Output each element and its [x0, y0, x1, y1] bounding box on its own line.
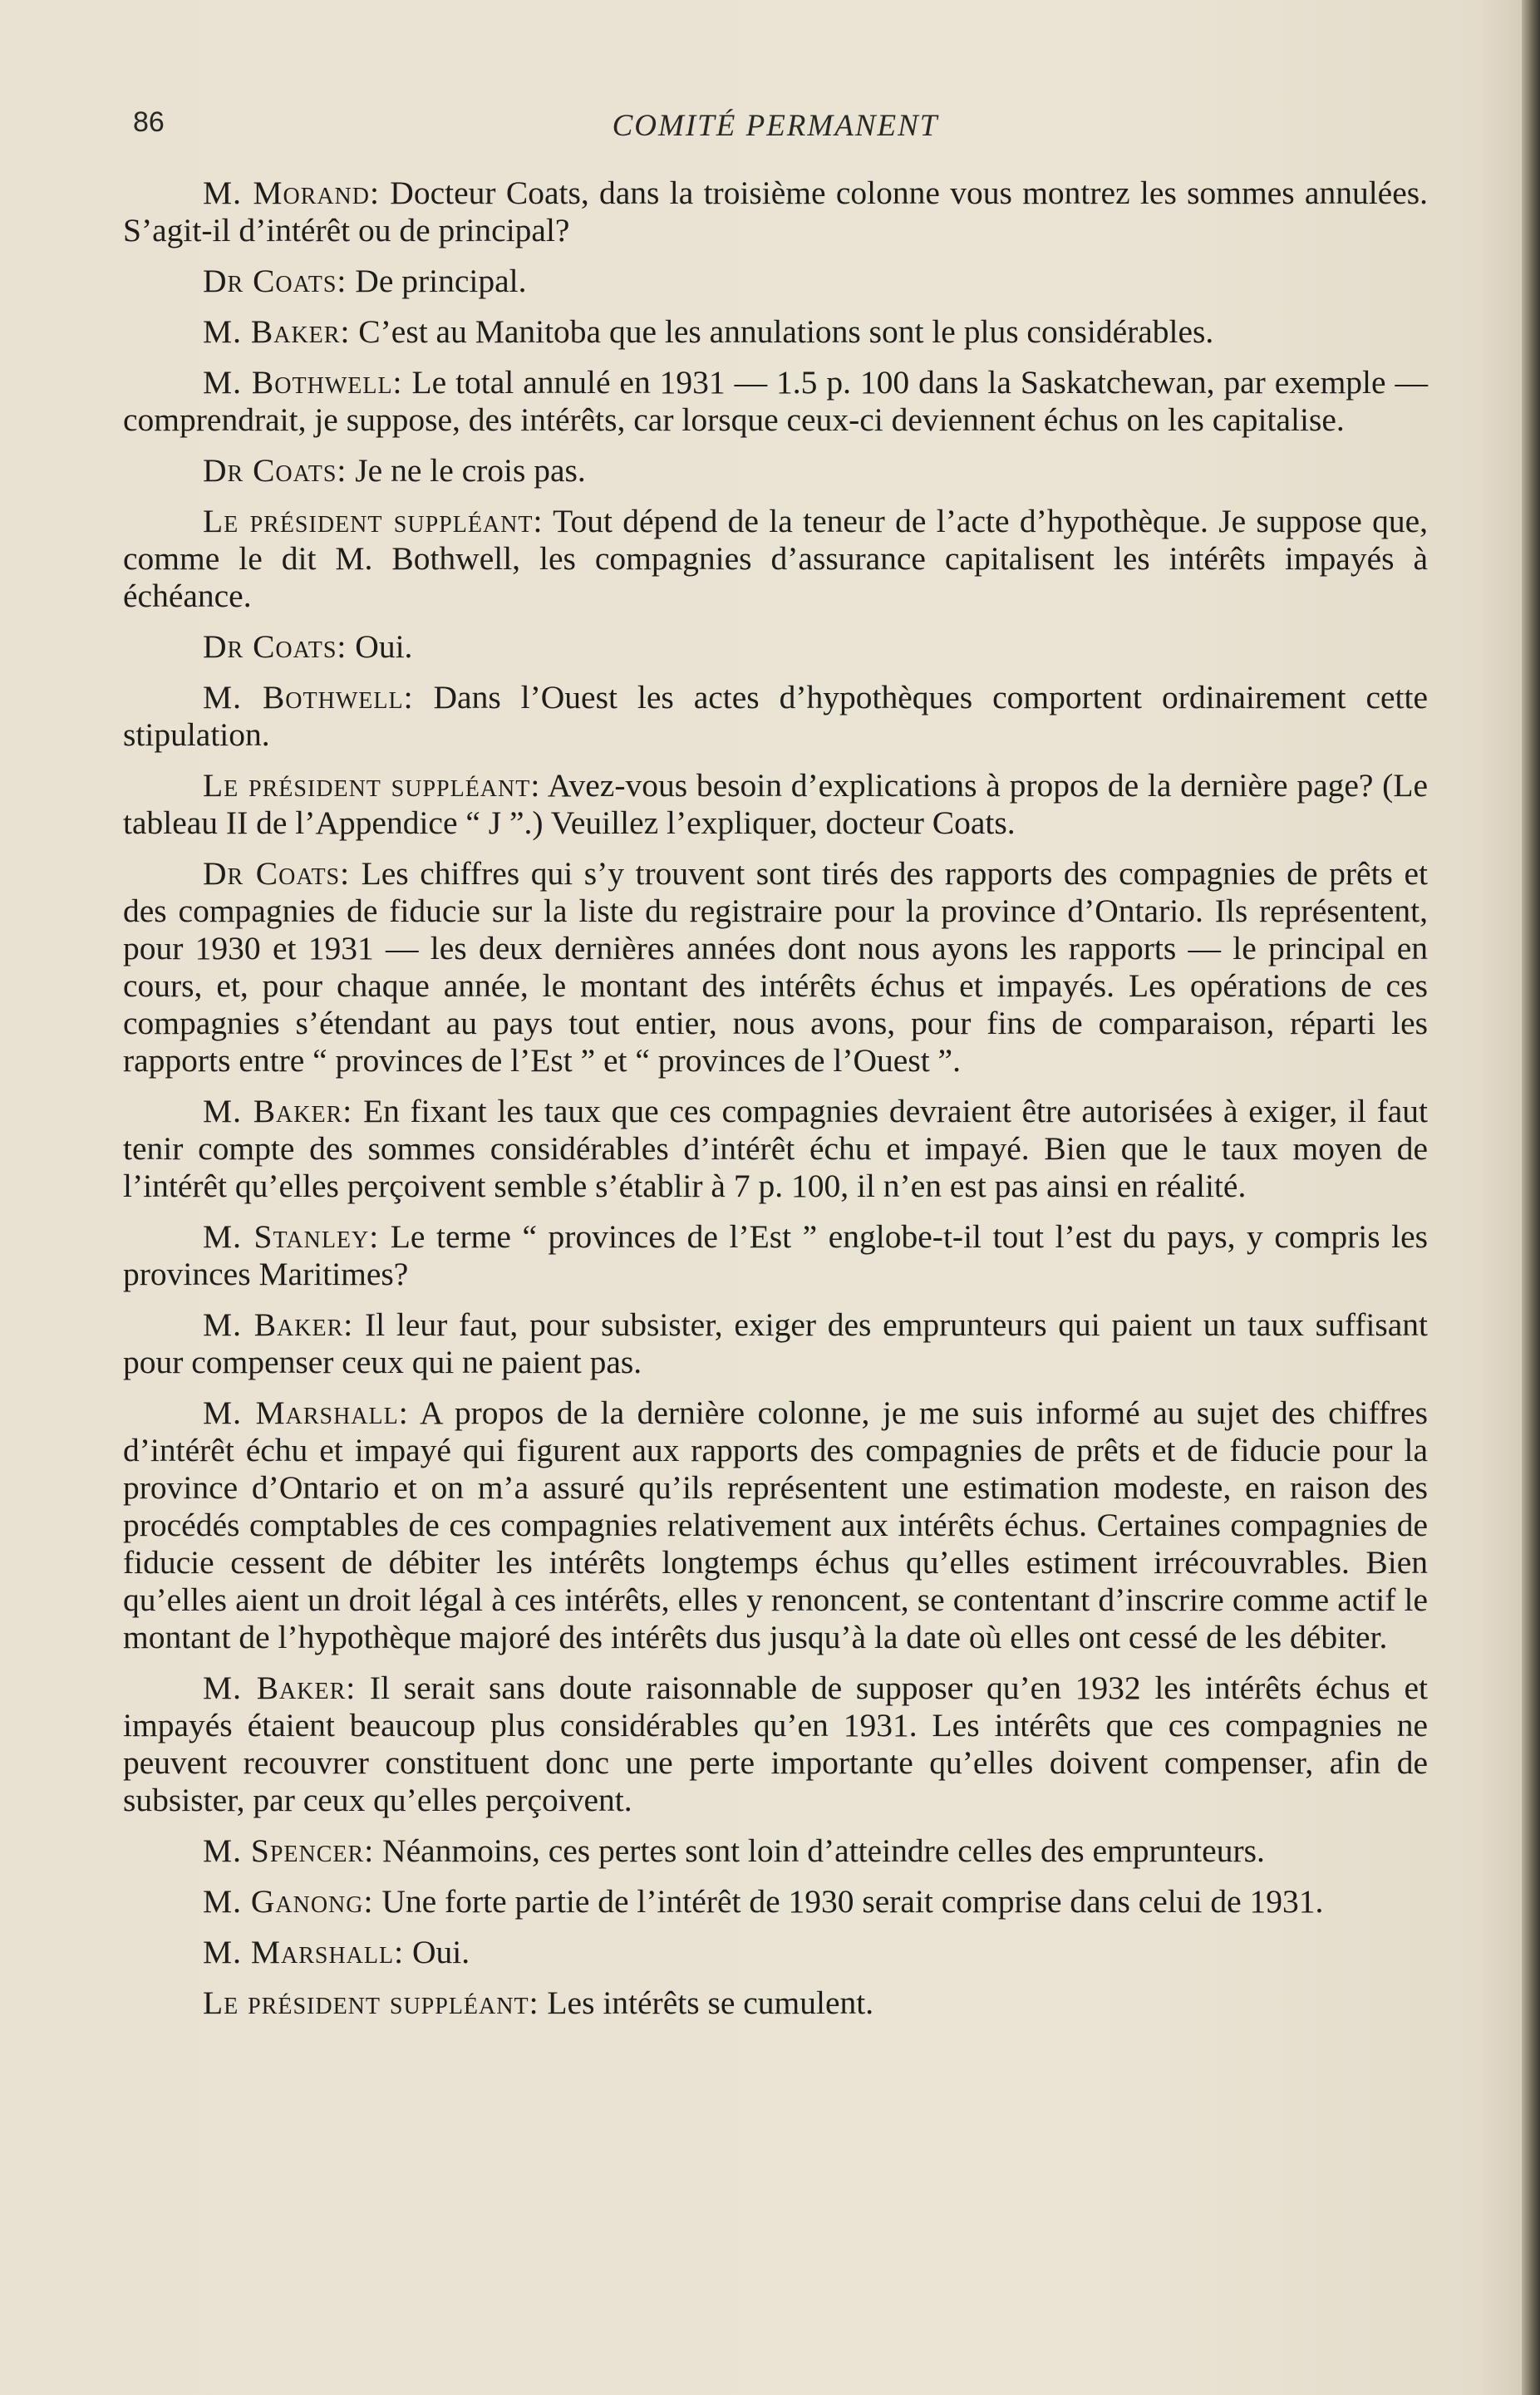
speech-text: Le total annulé en 1931 — 1.5 p. 100 dans la Saskatchewan, par exemple — comprendrait, je suppose, des intérêts, car lorsque ceux-ci deviennent échus on les capitalise.	[123, 364, 1429, 438]
speaker: Dr Coats:	[203, 628, 347, 665]
paragraph	[123, 175, 1428, 249]
speaker: M. Spencer:	[203, 1832, 375, 1869]
paragraph	[123, 1093, 1428, 1205]
paragraph	[123, 503, 1428, 615]
speaker: M. Marshall:	[203, 1934, 405, 1970]
speaker: M. Bothwell:	[203, 364, 403, 401]
speech-text: Oui.	[404, 1934, 470, 1970]
speaker: M. Baker:	[203, 313, 351, 350]
speech-text: Avez-vous besoin d’explications à propos de la dernière page? (Le tableau II de l’Appendice “ J ”.) Veuillez l’expliquer, docteur Coats.	[123, 767, 1428, 841]
speech-text: Tout dépend de la teneur de l’acte d’hypothèque. Je suppose que, comme le dit M. Bothwell, les compagnies d’assurance capitalisent les intérêts impayés à échéance.	[123, 503, 1428, 614]
paragraph	[123, 313, 1428, 351]
speech-text: Dans l’Ouest les actes d’hypothèques comportent ordinairement cette stipulation.	[123, 679, 1428, 753]
speaker: Dr Coats:	[203, 855, 351, 892]
speech-text: Je ne le crois pas.	[347, 452, 586, 489]
speech-text: Une forte partie de l’intérêt de 1930 serait comprise dans celui de 1931.	[373, 1883, 1324, 1920]
speaker: M. Morand:	[203, 175, 380, 211]
paragraph	[123, 364, 1428, 439]
paragraph	[123, 263, 1428, 300]
speech-text: De principal.	[347, 263, 527, 299]
speaker: M. Bothwell:	[203, 679, 414, 716]
speech-text: Docteur Coats, dans la troisième colonne vous montrez les sommes annulées. S’agit-il d’intérêt ou de principal?	[123, 175, 1428, 248]
page-header	[123, 106, 1428, 148]
paragraph	[123, 452, 1428, 489]
speaker: Dr Coats:	[203, 452, 347, 489]
speaker: M. Baker:	[203, 1670, 357, 1706]
speech-text: C’est au Manitoba que les annulations sont le plus considérables.	[350, 313, 1214, 350]
speaker: Le président suppléant:	[203, 1984, 539, 2021]
paragraph	[123, 1218, 1428, 1293]
paragraph	[123, 1934, 1428, 1971]
speech-text: A propos de la dernière colonne, je me suis informé au sujet des chiffres d’intérêt échu et impayé qui figurent aux rapports des compagnies de prêts et de fiducie pour la province d’Ontario et on m’a assuré qu’ils représentent une estimation modeste, en raison des procédés comptables de ces compagnies relativement aux intérêts échus. Certaines compagnies de fiducie cessent de débiter les intérêts longtemps échus qu’elles estiment irrécouvrables. Bien qu’elles aient un droit légal à ces intérêts, elles y renoncent, se contentant d’inscrire comme actif le montant de l’hypothèque majoré des intérêts dus jusqu’à la date où elles ont cessé de les débiter.	[123, 1394, 1428, 1655]
speaker: M. Stanley:	[203, 1218, 380, 1255]
paragraph	[123, 679, 1428, 754]
paragraph	[123, 1670, 1428, 1819]
paragraph	[123, 1984, 1428, 2022]
speaker: M. Ganong:	[203, 1883, 374, 1920]
speech-text: Il serait sans doute raisonnable de supposer qu’en 1932 les intérêts échus et impayés étaient beaucoup plus considérables qu’en 1931. Les intérêts que ces compagnies ne peuvent recouvrer constituent donc une perte importante qu’elles doivent compenser, afin de subsister, par ceux qu’elles perçoivent.	[123, 1670, 1428, 1818]
speaker: M. Baker:	[203, 1093, 353, 1129]
speaker: Le président suppléant:	[203, 767, 541, 804]
paragraph	[123, 767, 1428, 842]
paragraph	[123, 1832, 1428, 1870]
speaker: M. Baker:	[203, 1306, 354, 1343]
speech-text: Il leur faut, pour subsister, exiger des emprunteurs qui paient un taux suffisant pour compenser ceux qui ne paient pas.	[123, 1306, 1428, 1380]
speaker: M. Marshall:	[203, 1394, 409, 1431]
paragraph	[123, 855, 1428, 1079]
paragraph	[123, 628, 1428, 666]
speaker: Dr Coats:	[203, 263, 347, 299]
transcript-body	[123, 175, 1428, 2035]
paragraph	[123, 1306, 1428, 1381]
running-head: COMITÉ PERMANENT	[612, 109, 939, 143]
page-number: 86	[133, 106, 165, 138]
speech-text: En fixant les taux que ces compagnies devraient être autorisées à exiger, il faut tenir compte des sommes considérables d’intérêt échu et impayé. Bien que le taux moyen de l’intérêt qu’elles perçoivent semble s’établir à 7 p. 100, il n’en est pas ainsi en réalité.	[123, 1093, 1428, 1204]
speech-text: Oui.	[347, 628, 413, 665]
speaker: Le président suppléant:	[203, 503, 544, 539]
speech-text: Le terme “ provinces de l’Est ” englobe-t-il tout l’est du pays, y compris les provinces Maritimes?	[123, 1218, 1429, 1292]
speech-text: Les intérêts se cumulent.	[539, 1984, 874, 2021]
speech-text: Néanmoins, ces pertes sont loin d’atteindre celles des emprunteurs.	[374, 1832, 1265, 1869]
book-spine-edge	[1522, 0, 1540, 2395]
speech-text: Les chiffres qui s’y trouvent sont tirés des rapports des compagnies de prêts et des compagnies de fiducie sur la liste du registraire pour la province d’Ontario. Ils représentent, pour 1930 et 1931 — les deux dernières années dont nous ayons les rapports — le principal en cours, et, pour chaque année, le montant des intérêts échus et impayés. Les opérations de ces compagnies s’étendant au pays tout entier, nous avons, pour fins de comparaison, réparti les rapports entre “ provinces de l’Est ” et “ provinces de l’Ouest ”.	[123, 855, 1428, 1079]
paragraph	[123, 1394, 1428, 1656]
paragraph	[123, 1883, 1428, 1920]
